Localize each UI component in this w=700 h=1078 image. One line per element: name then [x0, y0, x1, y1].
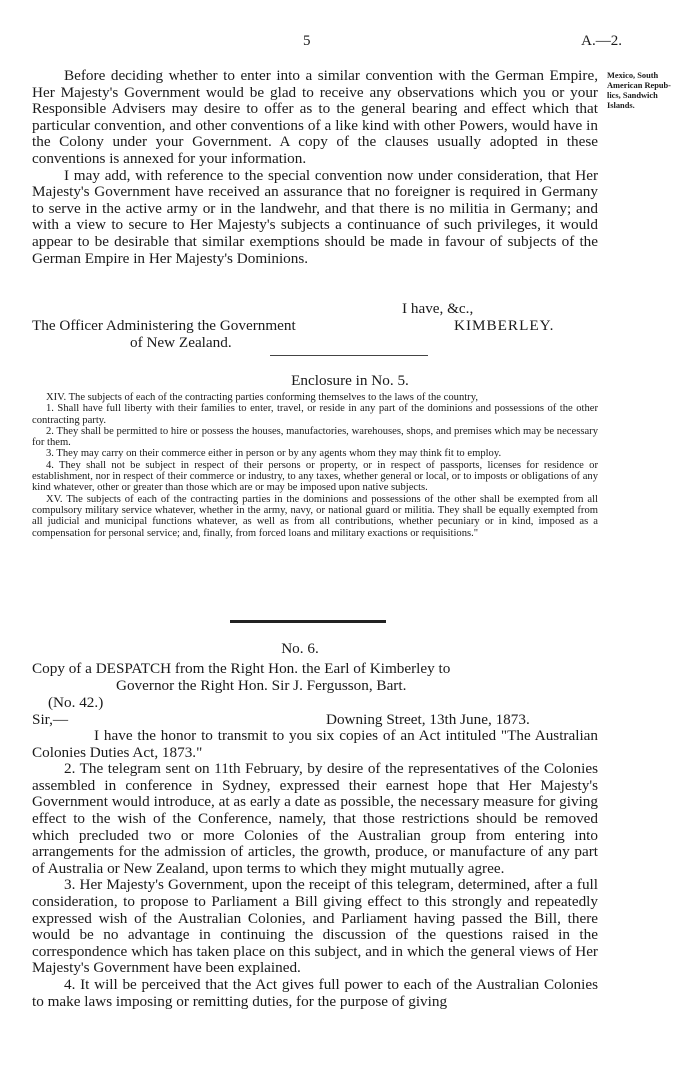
addressee-line: of New Zealand. [130, 334, 232, 351]
body-paragraph: 3. Her Majesty's Government, upon the receipt of this telegram, determined, after a full consideration, to propose to Parliament a Bill giving effect to this strongly and repeatedly expressed wish of the Australian Colonies, and Parliament having passed the Bill, there would be no advantage in continuing the discussion of the questions raised in the correspondence which has taken place on this subject, and in which the general views of Her Majesty's Government have been explained. [32, 876, 598, 977]
closing-formula: I have, &c., [402, 300, 474, 317]
despatch-heading: Copy of a DESPATCH from the Right Hon. the Earl of Kimberley to [32, 660, 451, 677]
section-convention [32, 68, 598, 267]
section-divider [270, 355, 428, 356]
enclosure-text [32, 392, 598, 539]
enclosure-paragraph: XIV. The subjects of each of the contracting parties conforming themselves to the laws of the country, [46, 392, 478, 403]
heavy-divider [230, 620, 386, 623]
enclosure-title: Enclosure in No. 5. [291, 372, 409, 389]
despatch-number: No. 6. [281, 640, 319, 657]
margin-note-line: Islands. [607, 101, 635, 110]
margin-note-line: Mexico, South [607, 71, 659, 80]
enclosure-paragraph: 1. Shall have full liberty with their families to enter, travel, or reside in any part of the dominions and possessions of the other contracting party. [32, 403, 598, 426]
body-paragraph: 4. It will be perceived that the Act gives full power to each of the Australian Colonies to make laws imposing or remitting duties, for the purpose of giving [32, 975, 598, 1010]
despatch-ref: (No. 42.) [48, 694, 104, 711]
signature: KIMBERLEY. [454, 317, 555, 334]
enclosure-paragraph: XV. The subjects of each of the contracting parties in the dominions and possessions of the other shall be exempted from all compulsory military service whatever, whether in the army, navy, or national guard or militia. They shall be equally exempted from all judicial and municipal functions whatever, as well as from all contributions, whether pecuniary or in kind, imposed as a compensation for personal service; and, finally, from forced loans and military exactions or requisitions." [32, 493, 598, 539]
addressee-line: The Officer Administering the Government [32, 317, 296, 334]
body-paragraph: I have the honor to transmit to you six copies of an Act intituled "The Australian Colonies Duties Act, 1873." [32, 727, 598, 761]
despatch-heading: Governor the Right Hon. Sir J. Fergusson, Bart. [116, 677, 407, 694]
salutation: Sir,— [32, 711, 69, 728]
place-date: Downing Street, 13th June, 1873. [326, 711, 530, 728]
margin-note [607, 71, 697, 111]
body-paragraph: I may add, with reference to the special convention now under consideration, that Her Majesty's Government have received an assurance that no foreigner is required in Germany to serve in the active army or in the landwehr, and that there is no militia in Germany; and with a view to secure to Her Majesty's subjects a continuance of such privileges, it would appear to be desirable that similar exemptions should be made in favour of subjects of the German Empire in Her Majesty's Dominions. [32, 166, 598, 267]
enclosure-paragraph: 2. They shall be permitted to hire or possess the houses, manufactories, warehouses, shops, and premises which may be necessary for them. [32, 425, 598, 449]
margin-note-line: American Repub- [607, 81, 671, 90]
page-number: 5 [303, 33, 311, 49]
body-paragraph: 2. The telegram sent on 11th February, by desire of the representatives of the Colonies assembled in conference in Sydney, expressed their earnest hope that Her Majesty's Government would introduce, at as early a date as possible, the necessary measure for giving effect to the wish of the Conference, namely, that those restrictions should be removed which precluded two or more Colonies of the Australian group from entering into arrangements for the admission of articles, the growth, produce, or manufacture of any part of Australia or New Zealand, upon terms to which they might mutually agree. [32, 760, 598, 877]
despatch-body [32, 728, 598, 1010]
body-paragraph: Before deciding whether to enter into a similar convention with the German Empire, Her Majesty's Government would be glad to receive any observations which you or your Responsible Advisers may desire to offer as to the general bearing and effect which that particular convention, and other conventions of a like kind with other Powers, would have in the Colony under your Government. A copy of the clauses usually adopted in these conventions is annexed for your information. [32, 67, 598, 167]
page-reference: A.—2. [581, 33, 622, 49]
enclosure-paragraph: 3. They may carry on their commerce either in person or by any agents whom they may think fit to employ. [46, 448, 502, 460]
page-header [0, 33, 700, 51]
margin-note-line: lics, Sandwich [607, 91, 658, 100]
enclosure-paragraph: 4. They shall not be subject in respect of their persons or property, or in respect of passports, licenses for residence or establishment, nor in respect of their commerce or industry, to any taxes, whether general or local, or to imposts or obligations of any kind whatever, other or greater than those which are or may be imposed upon native subjects. [32, 459, 598, 494]
